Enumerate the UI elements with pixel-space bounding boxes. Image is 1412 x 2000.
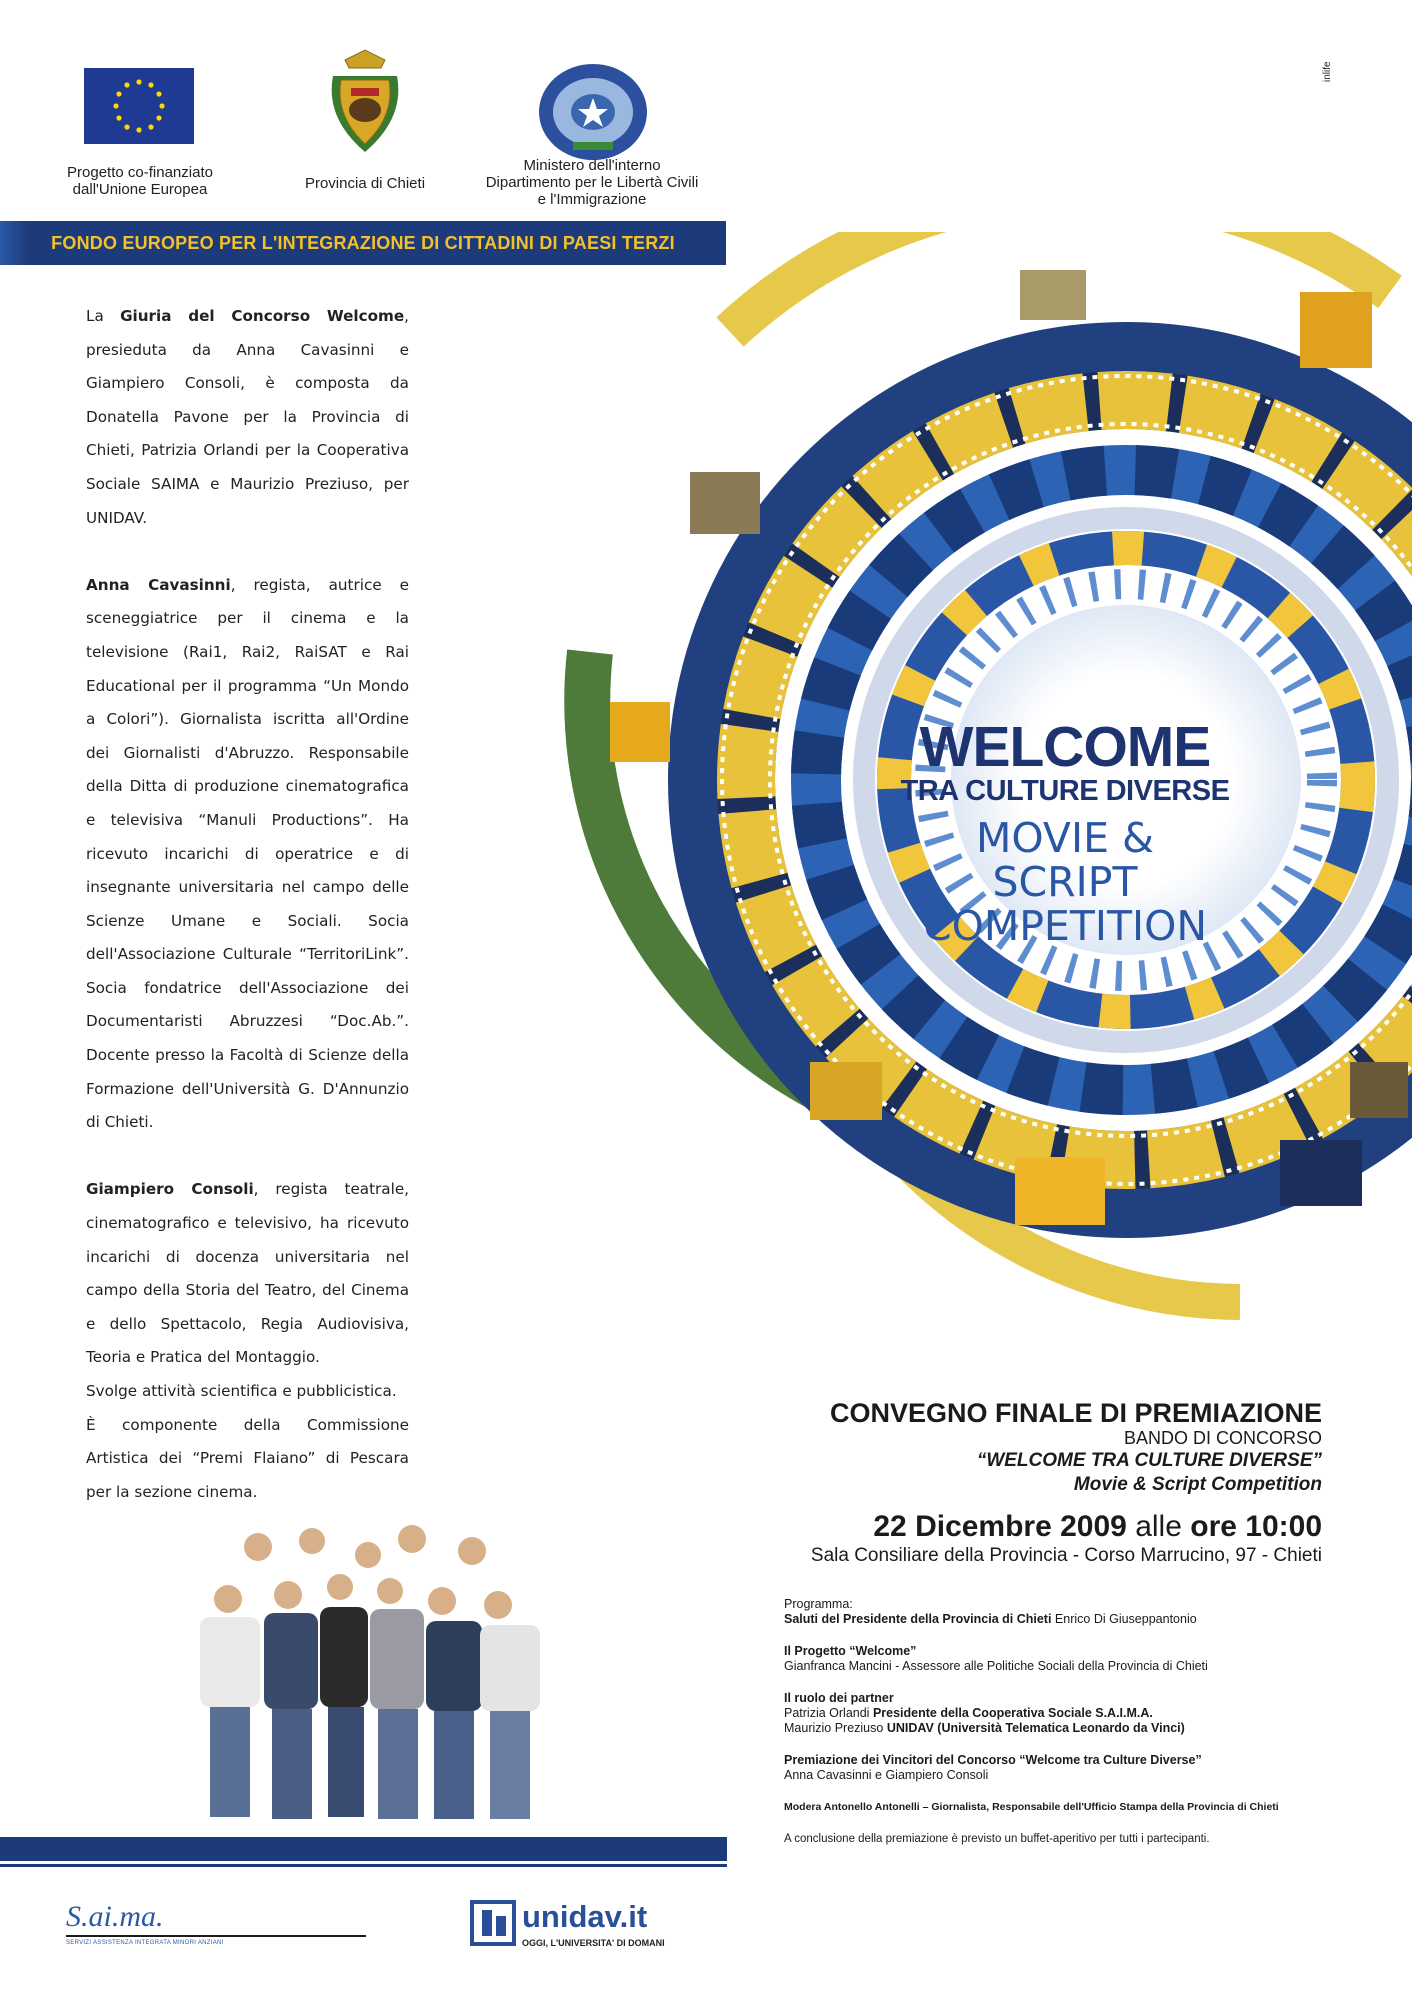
consoli-paragraph: Giampiero Consoli, regista teatrale, cinematografico e televisivo, ha ricevuto incarichi di docenza universitaria nel campo della Storia del Teatro, del Cinema e dello Spettacolo, Regia Audiovisiva, Teoria e Pratica del Montaggio. Svolge attività scientifica e pubblicistica. È componente della Commissione Artistica dei “Premi Flaiano” di Pescara per la sezione cinema. [86, 1180, 409, 1501]
event-date: 22 Dicembre 2009 alle ore 10:00 [873, 1510, 1322, 1543]
eu-flag-logo [84, 68, 194, 144]
footer-thin-strip [0, 1864, 727, 1867]
program-closing: A conclusione della premiazione è previsto un buffet-aperitivo per tutti i partecipanti. [784, 1833, 1210, 1845]
competition-title [900, 715, 1230, 950]
province-caption: Provincia di Chieti [304, 175, 426, 192]
saima-underline [66, 1935, 366, 1937]
event-place: Sala Consiliare della Provincia - Corso Marrucino, 97 - Chieti [810, 1545, 1322, 1566]
program-item: Premiazione dei Vincitori del Concorso “Welcome tra Culture Diverse” Anna Cavasinni e Giampiero Consoli [784, 1753, 1202, 1782]
program-label: Programma: [784, 1597, 853, 1611]
event-sub1: BANDO DI CONCORSO [1123, 1428, 1322, 1448]
people-group-photo [180, 1525, 560, 1828]
event-heading: CONVEGNO FINALE DI PREMIAZIONE [829, 1398, 1322, 1428]
unidav-subtitle: OGGI, L'UNIVERSITA' DI DOMANI [522, 1938, 665, 1948]
event-sub2: “WELCOME TRA CULTURE DIVERSE” [976, 1450, 1322, 1471]
eu-caption: Progetto co-finanziato dall'Unione Europea [67, 164, 213, 198]
inlife-mark: inlife [1322, 61, 1333, 82]
program-item: Il Progetto “Welcome” Gianfranca Mancini - Assessore alle Politiche Sociali della Provincia di Chieti [784, 1644, 1208, 1673]
jury-text-column [86, 300, 409, 1509]
title-competition: COMPETITION [922, 902, 1208, 950]
jury-paragraph: La Giuria del Concorso Welcome, presieduta da Anna Cavasinni e Giampiero Consoli, è composta da Donatella Pavone per la Provincia di Chieti, Patrizia Orlandi per la Cooperativa Sociale SAIMA e Maurizio Preziuso, per UNIDAV. [86, 307, 409, 527]
title-welcome: WELCOME [919, 715, 1211, 779]
province-crest-logo [315, 48, 415, 160]
banner-text: FONDO EUROPEO PER L'INTEGRAZIONE DI CITTADINI DI PAESI TERZI [51, 233, 675, 253]
saima-subtitle: SERVIZI ASSISTENZA INTEGRATA MINORI ANZIANI [66, 1940, 224, 1946]
cavasinni-paragraph: Anna Cavasinni, regista, autrice e sceneggiatrice per il cinema e la televisione (Rai1, Rai2, RaiSAT e Rai Educational per il programma “Un Mondo a Colori”). Giornalista iscritta all'Ordine dei Giornalisti d'Abruzzo. Responsabile della Ditta di produzione cinematografica e televisiva “Manuli Productions”. Ha ricevuto incarichi di operatrice e di insegnante universitaria nel campo delle Scienze Umane e Sociali. Socia dell'Associazione Culturale “TerritoriLink”. Socia fondatrice dell'Associazione dei Documentaristi Abruzzesi “Doc.Ab.”. Docente presso la Facoltà di Scienze della Formazione dell'Università G. D'Annunzio di Chieti. [86, 575, 409, 1132]
program-item: Il ruolo dei partner Patrizia Orlandi Presidente della Cooperativa Sociale S.A.I.M.A. Maurizio Preziuso UNIDAV (Università Telematica Leonardo da Vinci) [784, 1691, 1185, 1735]
ministry-caption: Ministero dell'interno Dipartimento per le Libertà Civili e l'Immigrazione [485, 157, 699, 208]
footer-navy-strip [0, 1837, 727, 1861]
title-movie-script: MOVIE & SCRIPT [976, 814, 1154, 906]
ministry-seal-logo [537, 62, 649, 162]
title-subtitle: TRA CULTURE DIVERSE [900, 775, 1230, 807]
event-sub3: Movie & Script Competition [1073, 1474, 1322, 1495]
program-item: Saluti del Presidente della Provincia di Chieti Enrico Di Giuseppantonio [784, 1612, 1197, 1626]
unidav-logo: unidav.it [522, 1899, 648, 1934]
saima-logo: S.ai.ma. [66, 1900, 164, 1933]
program-list [784, 1597, 1344, 1847]
unidav-mark-icon [470, 1900, 516, 1946]
program-moderator: Modera Antonello Antonelli – Giornalista, Responsabile dell'Ufficio Stampa della Provincia di Chieti [784, 1801, 1279, 1813]
